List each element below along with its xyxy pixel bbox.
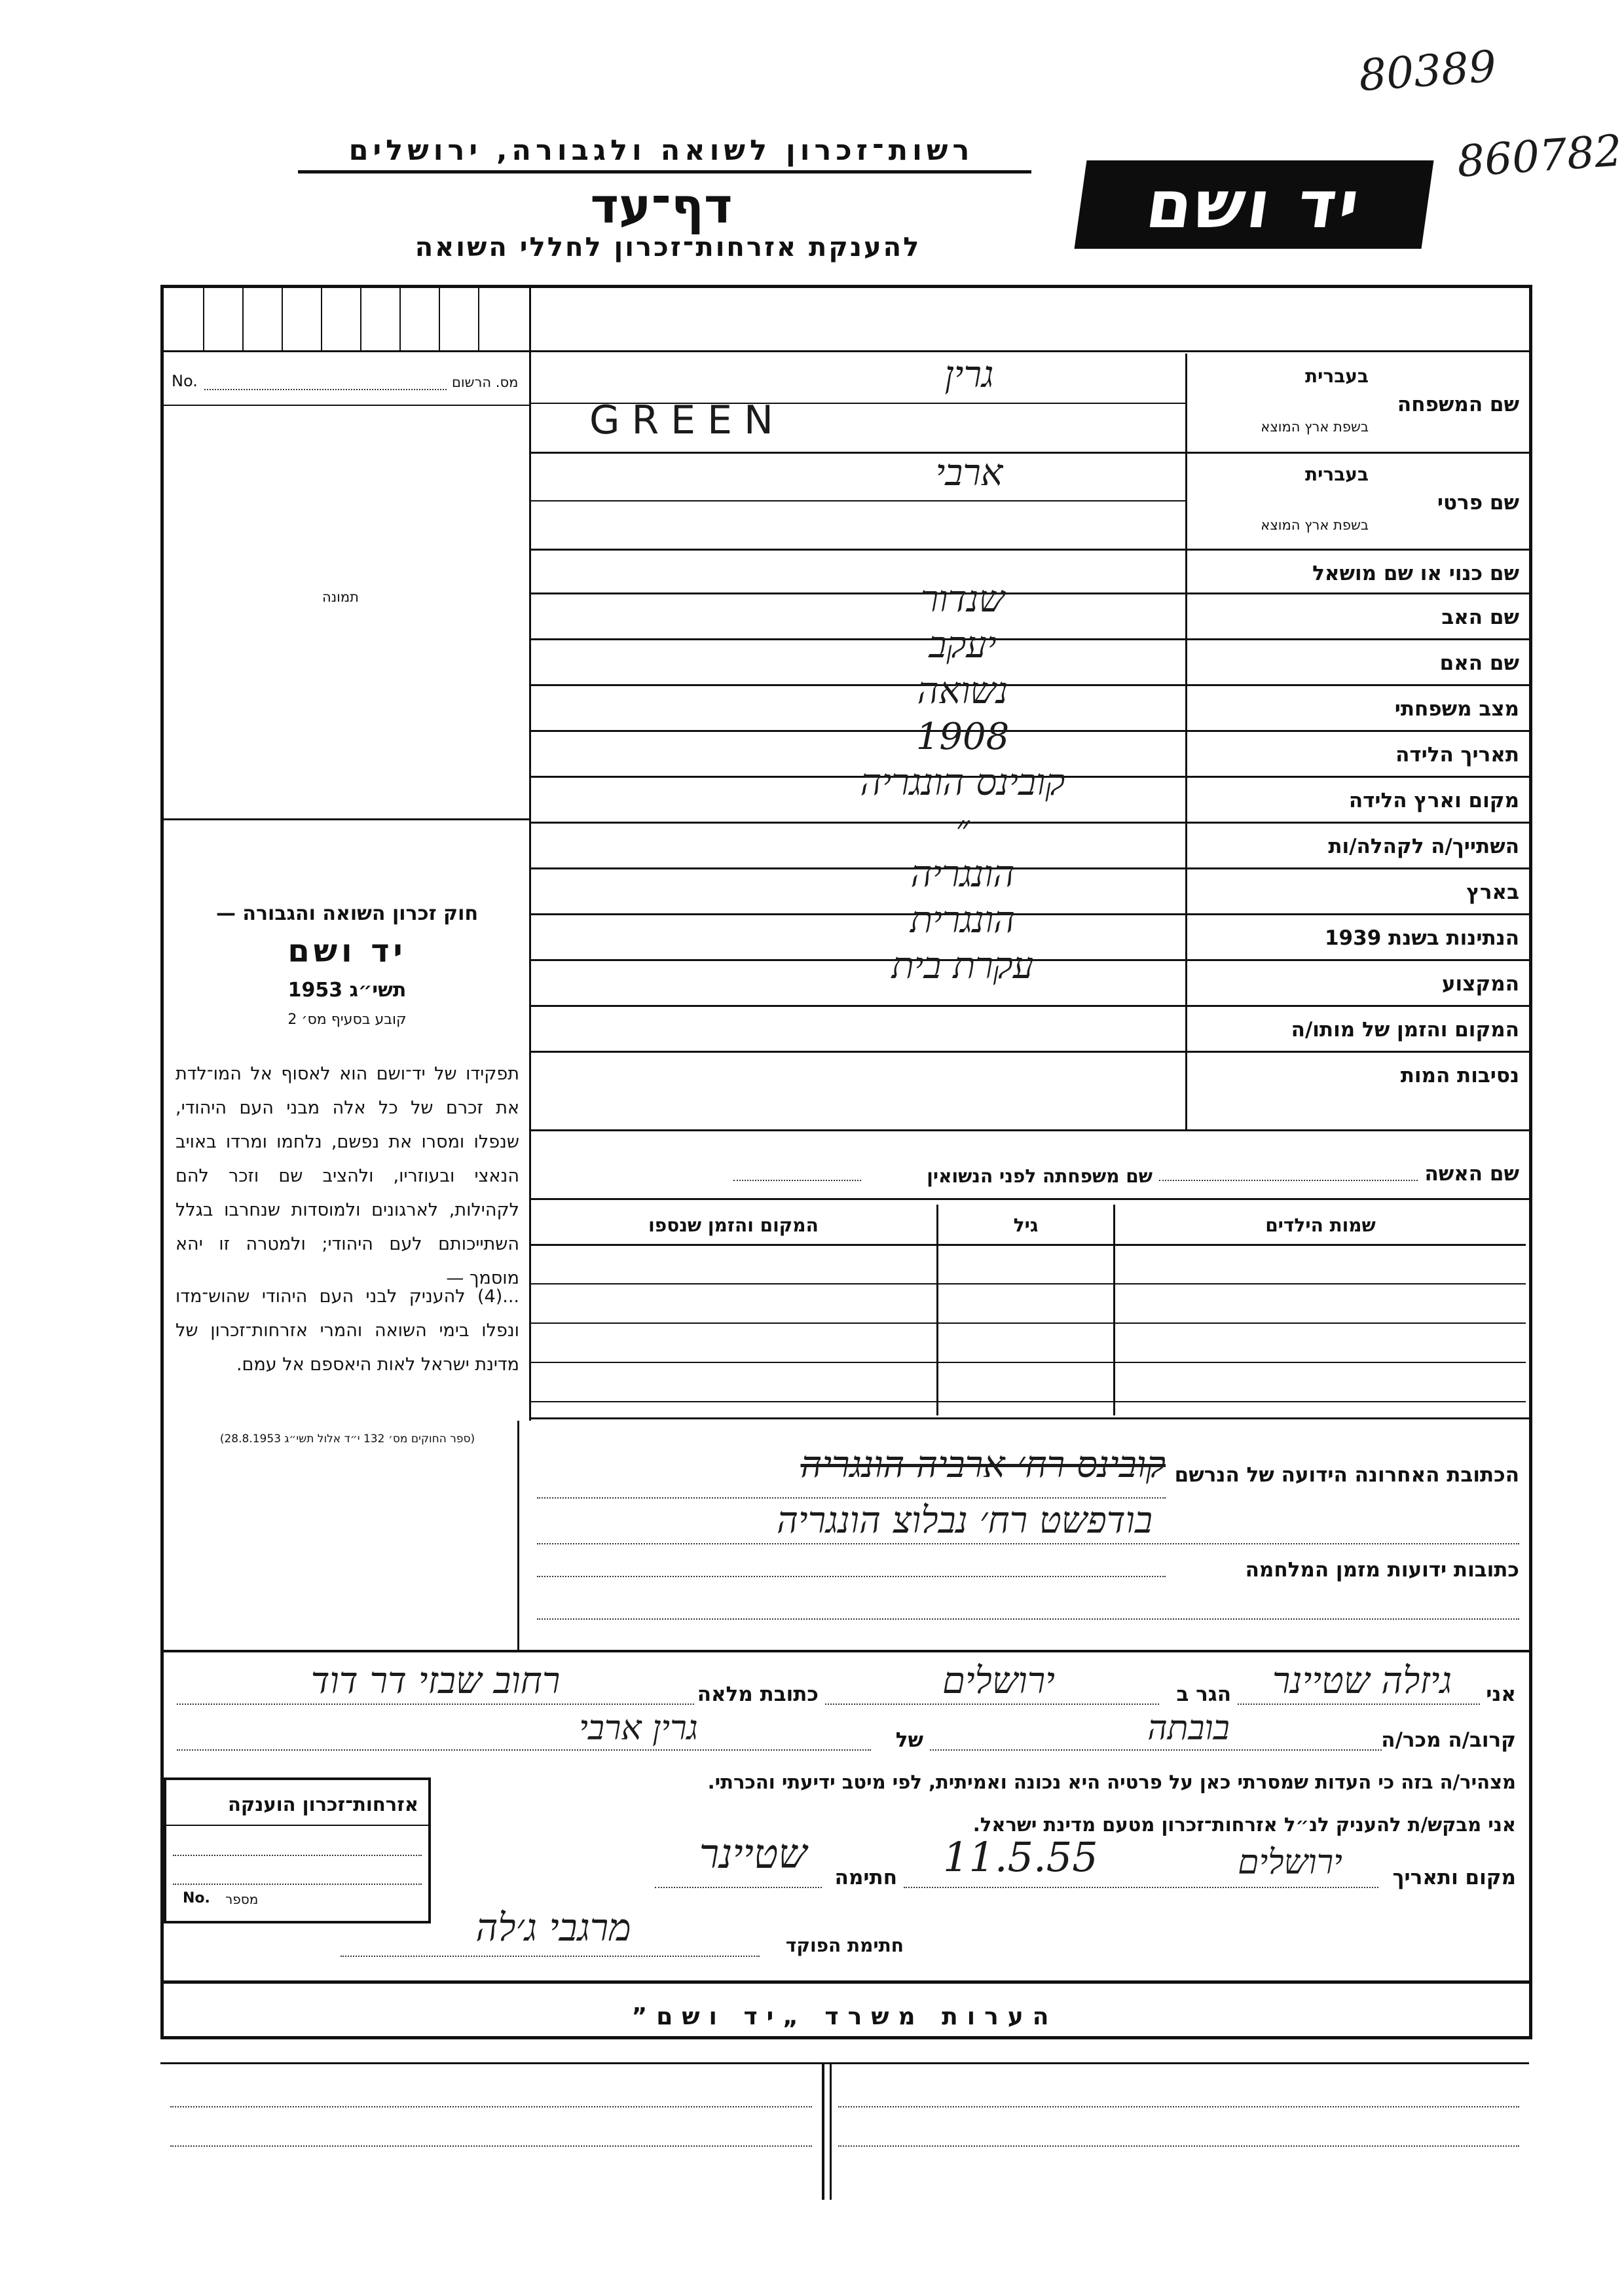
relative-label: קרוב/ה מכר/ה (1381, 1728, 1516, 1752)
full-address-value: רחוב שבזי דר דוד (310, 1660, 561, 1702)
declaration-statement: מצהיר/ה בזה כי העדות שמסרתי כאן על פרטיה היא נכונה ואמיתית, לפי מיטב ידיעתי והכרתי. (707, 1771, 1516, 1793)
table-row (530, 1322, 1526, 1324)
law-text-1: תפקידו של יד־ושם הוא לאסוף אל המו־לדת את זכרם של כל אלה מבני העם היהודי, שנפלו ומסרו את נפשם, נלחמו ומרדו באויב הנאצי ובעוזריו, ולהציב שם וזכר להם לקהילות, לארגונים ולמוסדות שנחרבו בגלל השתייכותם לעם היהודי; ולמטרה זו יהא מוסמך — (175, 1064, 519, 1288)
table-row (530, 1401, 1526, 1402)
resident-label: הגר ב (1176, 1683, 1231, 1706)
corner-number-2: 860782 (1455, 125, 1624, 187)
last-address-struck: קובינס רח׳ ארביה הונגריה (800, 1444, 1166, 1486)
children-table (530, 1205, 1526, 1414)
last-address-value: בודפשט רח׳ נבלוצ הונגריה (777, 1499, 1153, 1542)
law-title: חוק זכרון השואה והגבורה — (215, 902, 479, 925)
field-label-7: מקום וארץ הלידה (1348, 789, 1519, 812)
children-header-names: שמות הילדים (1265, 1214, 1376, 1236)
corner-number-1: 80389 (1357, 41, 1498, 101)
full-address-label: כתובת מלאה (697, 1683, 819, 1706)
field-label-9: בארץ (1466, 881, 1519, 904)
field-value-11[interactable]: עקרת בית (891, 945, 1034, 987)
top-ticket-boxes (164, 288, 530, 350)
place-value: ירושלים (1238, 1843, 1342, 1882)
authority-heading: רשות־זכרון לשואה ולגבורה, ירושלים (348, 134, 974, 167)
wife-maiden-field[interactable] (733, 1178, 861, 1181)
relation-value: בובתה (1147, 1709, 1230, 1748)
officer-signature-label: חתימת הפוקד (785, 1935, 904, 1956)
declarant-i-label: אני (1486, 1683, 1516, 1706)
declarant-name: גיזלה שטיינר (1272, 1660, 1452, 1702)
children-header-deathplace: המקום והזמן שנספו (648, 1214, 819, 1236)
field-label-12: המקום והזמן של מותו/ה (1291, 1018, 1519, 1042)
field-label-0: שם המשפחה (1397, 393, 1519, 416)
last-address-label: הכתובת האחרונה הידועה של הנרשם (1174, 1463, 1519, 1487)
authority-underline (298, 170, 1031, 173)
field-sublabel-origin-1: בשפת ארץ המוצא (1261, 517, 1369, 533)
signature-value: שטיינר (699, 1830, 807, 1878)
field-value-8[interactable]: ״ (955, 807, 970, 850)
citizenship-box-number-label: מספר (225, 1891, 259, 1907)
table-row (530, 1362, 1526, 1363)
field-value-7[interactable]: קובינס הונגריה (860, 761, 1065, 804)
field-label-4: שם האם (1439, 651, 1519, 675)
remarks-line[interactable] (170, 2105, 812, 2107)
field-sublabel-hebrew-1: בעברית (1304, 464, 1369, 485)
remarks-line[interactable] (170, 2144, 812, 2147)
of-label: של (895, 1728, 923, 1752)
officer-signature: מרגבי ג׳לה (475, 1905, 631, 1950)
field-label-6: תאריך הלידה (1395, 743, 1519, 767)
remarks-line[interactable] (838, 2105, 1519, 2107)
field-label-3: שם האב (1441, 606, 1519, 629)
law-year: תשי״ג 1953 (287, 979, 407, 1002)
citizenship-box-title: אזרחות־זכרון הוענקה (227, 1793, 418, 1815)
law-name: יד ושם (287, 933, 407, 970)
field-label-1: שם פרטי (1437, 491, 1519, 515)
form-title: דף־עד (590, 178, 733, 234)
resident-city: ירושלים (942, 1660, 1055, 1702)
children-header-age: גיל (1013, 1214, 1039, 1236)
field-label-11: המקצוע (1441, 972, 1519, 996)
field-label-8: השתייך/ה לקהלה/ות (1328, 835, 1519, 858)
registration-number-field[interactable] (204, 388, 447, 390)
field-value-hebrew-0[interactable]: גרין (944, 354, 994, 396)
field-label-10: הנתינות בשנת 1939 (1324, 926, 1519, 950)
wife-name-field[interactable] (1159, 1178, 1418, 1181)
registration-label: מס. הרשום (452, 374, 519, 390)
registration-no-label: No. (172, 372, 198, 390)
field-value-6[interactable]: 1908 (915, 716, 1010, 758)
place-date-label: מקום ותאריך (1392, 1866, 1516, 1889)
field-value-4[interactable]: יעקב (929, 624, 997, 666)
of-name-value: גרין ארבי (579, 1709, 698, 1748)
photo-area (165, 406, 529, 818)
remarks-title: הערות משרד „יד ושם” (631, 2003, 1058, 2030)
field-sublabel-origin-0: בשפת ארץ המוצא (1261, 419, 1369, 435)
yad-vashem-logo: יד ושם (1075, 160, 1434, 249)
field-value-hebrew-1[interactable]: ארבי (935, 452, 1003, 494)
field-value-10[interactable]: הונגרית (910, 899, 1016, 941)
war-address-label: כתובות ידועות מזמן המלחמה (1245, 1558, 1519, 1582)
law-clause: קובע בסעיף מס׳ 2 (287, 1011, 407, 1028)
field-value-5[interactable]: נשואה (917, 670, 1008, 712)
law-source: (ספר החוקים מס׳ 132 י״ד אלול תשי״ג 28.8.1953) (219, 1432, 475, 1446)
field-sublabel-hebrew-0: בעברית (1304, 365, 1369, 387)
photo-label: תמונה (322, 589, 359, 605)
field-label-13: נסיבות המות (1400, 1064, 1519, 1087)
remarks-line[interactable] (838, 2144, 1519, 2147)
form-subtitle: להענקת אזרחות־זכרון לחללי השואה (415, 232, 921, 263)
signature-label: חתימה (834, 1866, 897, 1889)
field-label-2: שם כנוי או שם מושאל (1312, 562, 1519, 585)
declaration-request: אני מבקש/ת להעניק לנ״ל אזרחות־זכרון מטעם מדינת ישראל. (972, 1813, 1516, 1836)
field-label-5: מצב משפחתי (1394, 697, 1519, 721)
wife-label: שם האשה (1424, 1162, 1519, 1186)
law-text-2: ...(4) להעניק לבני העם היהודי שהוש־מדו ונפלו בימי השואה והמרי אזרחות־זכרון של מדינת ישראל לאות היאספם אל עמם. (175, 1286, 519, 1375)
field-value-9[interactable]: הונגריה (910, 853, 1015, 896)
field-value-3[interactable]: שנדור (920, 578, 1005, 621)
citizenship-box-no-label: No. (183, 1890, 210, 1906)
citizenship-box (164, 1777, 431, 1923)
date-value: 11.5.55 (943, 1833, 1098, 1881)
table-row (530, 1283, 1526, 1285)
field-value-origin-0[interactable]: GREEN (589, 397, 785, 443)
wife-maiden-label: שם משפחתה לפני הנשואין (927, 1165, 1153, 1187)
